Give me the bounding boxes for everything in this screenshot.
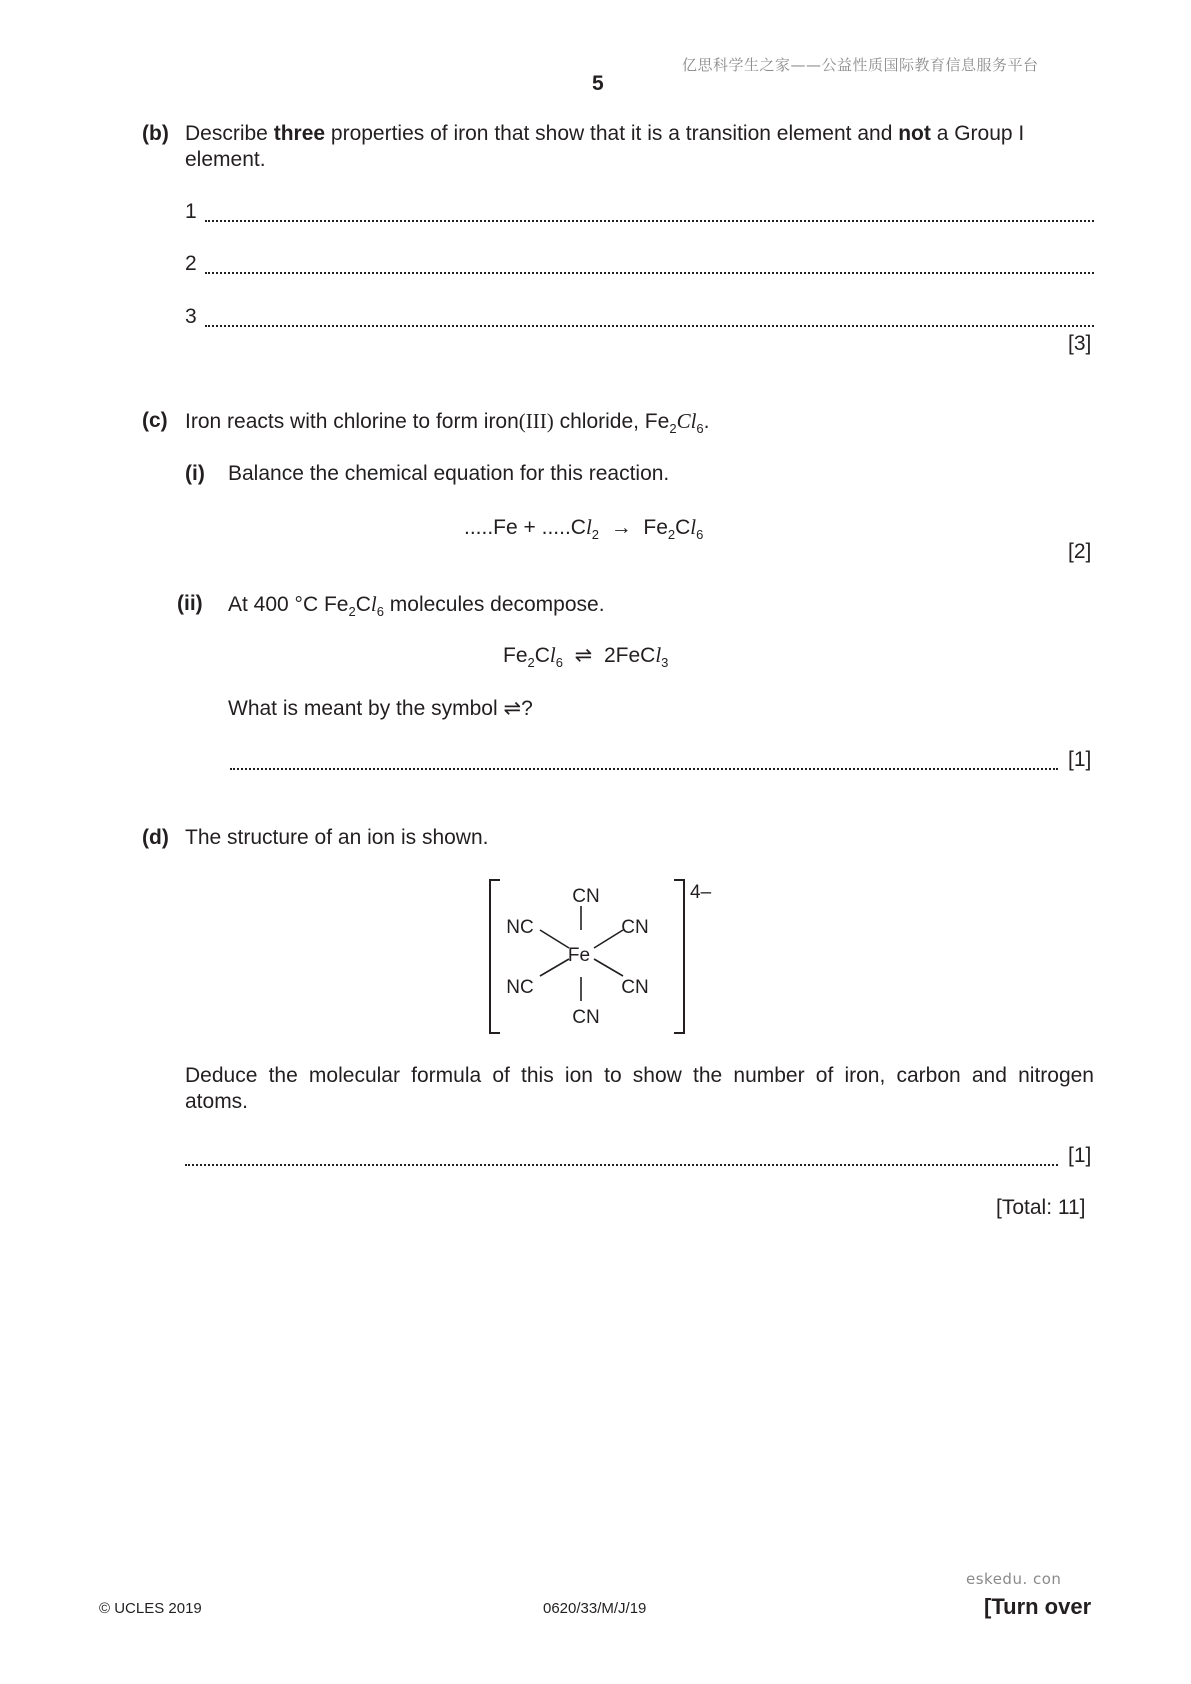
part-c-label: (c) [142,409,168,432]
turn-over: [Turn over [984,1594,1092,1619]
part-b-text-3: a Group I [930,122,1025,145]
arrow-icon: → [610,516,632,539]
equation-2-left-c: C [534,644,550,667]
equation-1 [464,515,703,540]
answer-number-1: 1 [185,200,197,223]
part-c-ii-text-2: molecules decompose. [383,593,605,616]
answer-number-2: 2 [185,252,197,275]
subscript: 6 [696,527,704,542]
ion-charge: 4– [690,882,712,903]
part-b-question-line2: element. [185,148,266,171]
header-watermark: 亿思科学生之家——公益性质国际教育信息服务平台 [682,56,1039,74]
equation-1-product-c: C [675,516,691,539]
equation-1-product: Fe [643,516,668,539]
answer-line-d[interactable] [185,1163,1058,1166]
subscript: 6 [376,604,384,619]
bond-upper-right [594,930,623,948]
part-b-marks: [3] [1068,332,1092,355]
part-c-intro-cl: Cl [676,409,697,433]
part-c-ii-text-1: At 400 °C Fe [228,593,349,616]
bond-lower-right [594,959,623,976]
part-c-intro-text-2: chloride, Fe [553,410,670,433]
part-c-intro-text: Iron reacts with chlorine to form iron [185,410,519,433]
equation-2-left: Fe [503,644,528,667]
ion-structure-diagram [480,870,720,1040]
part-d-marks: [1] [1068,1144,1092,1167]
subscript: 2 [527,655,535,670]
equation-2 [503,643,668,668]
part-c-ii-text [228,592,605,617]
answer-line-1[interactable] [205,219,1094,222]
part-c-i-marks: [2] [1068,540,1092,563]
part-c-ii-label: (ii) [177,592,203,615]
equation-1-product-l: l [690,515,697,539]
left-bracket [490,880,500,1033]
part-d-text: The structure of an ion is shown. [185,826,489,849]
part-d-question: Deduce the molecular formula of this ion to show the number of iron, carbon and nitrogen [185,1064,1094,1087]
part-b-question [185,122,1094,146]
right-bracket [674,880,684,1033]
ligand-upper-right: CN [621,917,649,938]
central-atom: Fe [567,945,591,966]
equation-1-l: l [585,515,592,539]
ligand-bottom: CN [572,1007,600,1028]
subscript: 2 [669,421,677,436]
answer-number-3: 3 [185,305,197,328]
subscript: 2 [667,527,676,542]
equation-2-right-l: l [655,643,662,667]
subscript: 6 [555,655,563,670]
ligand-upper-left: NC [506,917,534,938]
part-b-text-1: Describe [185,122,274,145]
equilibrium-symbol-icon: ⇌ [503,697,522,720]
ligand-top: CN [572,886,600,907]
equation-2-left-l: l [549,643,556,667]
part-c-ii-marks: [1] [1068,748,1092,771]
subscript: 2 [591,527,600,542]
bond-lower-left [540,959,569,976]
part-d-label: (d) [142,826,169,849]
part-c-ii-l: l [370,592,377,616]
part-b-bold-three: three [273,122,326,145]
answer-line-3[interactable] [205,324,1094,327]
answer-line-2[interactable] [205,271,1094,274]
answer-line-c-ii[interactable] [230,767,1058,770]
bond-upper-left [540,930,569,948]
page-number: 5 [592,72,604,95]
part-c-ii-question-end: ? [521,697,533,720]
subscript: 6 [696,421,704,436]
part-c-intro-roman: (III) [518,409,554,433]
part-c-ii-question [228,696,533,721]
part-c-i-text: Balance the chemical equation for this reaction. [228,462,670,485]
subscript: 3 [661,655,669,670]
equilibrium-arrow-icon: ⇌ [574,644,593,667]
subscript: 2 [348,604,356,619]
part-c-ii-question-text: What is meant by the symbol [228,697,504,720]
part-b-bold-not: not [898,122,931,145]
part-c-i-label: (i) [185,462,205,485]
ligand-lower-left: NC [506,977,534,998]
equation-2-right: 2FeC [603,644,656,667]
paper-code: 0620/33/M/J/19 [543,1600,647,1617]
footer-watermark: eskedu. con [966,1570,1062,1588]
ligand-lower-right: CN [621,977,649,998]
part-c-ii-c: C [355,593,371,616]
part-d-question-line2: atoms. [185,1090,249,1113]
part-b-text-2: properties of iron that show that it is a transition element and [325,122,899,145]
part-b-label: (b) [142,122,169,145]
equation-1-reactants: .....Fe + .....C [464,516,586,539]
copyright: © UCLES 2019 [99,1600,202,1617]
total-marks: [Total: 11] [996,1196,1086,1219]
part-c-intro-end: . [703,410,710,433]
part-c-intro [185,409,709,434]
